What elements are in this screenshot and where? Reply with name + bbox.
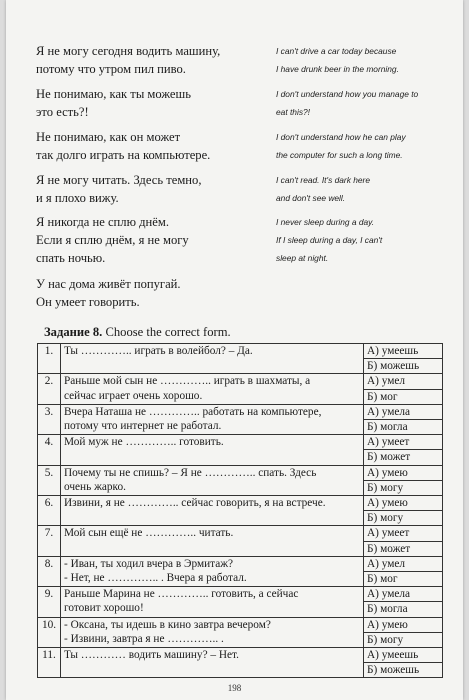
exercise-sentence [61,617,364,647]
text-line: Он умеет говорить. [36,295,140,309]
sentence-line: готовит хорошо! [64,602,144,615]
text-line: Не понимаю, как ты можешь [36,87,191,101]
text-line: Не понимаю, как он может [36,130,181,144]
option-a[interactable]: А) умеет [364,526,443,541]
text-line: If I sleep during a day, I can't [276,235,383,245]
text-line: I don't understand how he can play [276,132,406,142]
option-b[interactable]: Б) могу [364,632,443,647]
sentence-line: Ты ………….. играть в волейбол? – Да. [64,345,253,357]
exercise-sentence [61,435,364,465]
item-number: 10. [38,617,61,647]
item-number: 8. [38,556,61,586]
table-row [38,465,443,480]
exercise-sentence [61,404,364,434]
option-b[interactable]: Б) можешь [364,663,443,678]
sentence-line: Раньше мой сын не ………….. играть в шахматы, а [64,375,311,388]
exercise-sentence [61,587,364,617]
text-line: and don't see well. [276,193,346,203]
item-number: 5. [38,465,61,495]
item-number: 3. [38,404,61,434]
sentence-line: потому что интернет не работал. [64,420,222,433]
english-translation [276,85,446,121]
text-line: I have drunk beer in the morning. [276,64,399,74]
text-line: eat this?! [276,107,310,117]
option-b[interactable]: Б) мог [364,389,443,404]
option-a[interactable]: А) умеешь [364,648,443,663]
option-a[interactable]: А) умеешь [364,344,443,359]
table-row [38,526,443,541]
page-number: 198 [227,683,242,693]
english-translation [276,42,446,78]
option-a[interactable]: А) умел [364,374,443,389]
exercise-sentence [61,465,364,495]
exercise-sentence [61,556,364,586]
sentence-line: - Извини, завтра я не ………….. . [64,632,224,645]
exercise-sentence [61,344,364,374]
option-a[interactable]: А) умею [364,617,443,632]
option-b[interactable]: Б) можешь [364,359,443,374]
sentence-line: очень жарко. [64,480,126,493]
textbook-page [6,0,463,700]
sentence-line: Извини, я не ………….. сейчас говорить, я на встрече. [64,497,326,510]
option-b[interactable]: Б) могла [364,420,443,435]
table-row [38,344,443,359]
text-line: sleep at night. [276,253,329,263]
exercise-sentence [61,526,364,556]
russian-sentence [36,42,261,78]
item-number: 6. [38,496,61,526]
task-instruction: Choose the correct form. [102,325,231,339]
text-line: Я не могу читать. Здесь темно, [36,173,202,187]
sentence-line: - Нет, не ………….. . Вчера я работал. [64,572,247,585]
text-line: У нас дома живёт попугай. [36,277,181,291]
table-row [38,556,443,571]
sentence-line: - Оксана, ты идешь в кино завтра вечером? [64,618,271,631]
text-line: это есть?! [36,105,89,119]
russian-sentence [36,85,261,121]
english-translation [276,128,446,164]
option-a[interactable]: А) умею [364,496,443,511]
russian-sentence [36,275,261,311]
sentence-line: Ты ………… водить машину? – Нет. [64,649,239,662]
item-number: 1. [38,344,61,374]
sentence-line: Мой муж не ………….. готовить. [64,436,224,449]
text-line: спать ночью. [36,251,106,265]
option-b[interactable]: Б) могла [364,602,443,617]
table-row [38,404,443,419]
sentence-line: Мой сын ещё не ………….. читать. [64,527,234,540]
item-number: 2. [38,374,61,404]
exercise-sentence [61,648,364,678]
item-number: 4. [38,435,61,465]
text-line: и я плохо вижу. [36,191,119,205]
text-line: так долго играть на компьютере. [36,148,211,162]
sentence-line: Раньше Марина не ………….. готовить, а сейчас [64,588,299,601]
table-row [38,496,443,511]
option-b[interactable]: Б) могу [364,480,443,495]
russian-sentence [36,128,261,164]
option-b[interactable]: Б) может [364,450,443,465]
option-b[interactable]: Б) мог [364,572,443,587]
option-b[interactable]: Б) может [364,541,443,556]
russian-sentence [36,171,261,207]
text-line: Если я сплю днём, я не могу [36,233,189,247]
table-row [38,648,443,663]
text-line: I never sleep during a day. [276,217,375,227]
item-number: 7. [38,526,61,556]
option-a[interactable]: А) умел [364,556,443,571]
option-a[interactable]: А) умеет [364,435,443,450]
text-line: Я не могу сегодня водить машину, [36,44,221,58]
exercise-table [37,343,443,678]
text-line: потому что утром пил пиво. [36,62,186,76]
option-b[interactable]: Б) могу [364,511,443,526]
table-row [38,587,443,602]
task-label: Задание 8. [44,325,103,339]
item-number: 9. [38,587,61,617]
task-heading [44,325,231,340]
option-a[interactable]: А) умела [364,587,443,602]
exercise-sentence [61,496,364,526]
sentence-line: Почему ты не спишь? – Я не ………….. спать. Здесь [64,466,317,479]
russian-sentence [36,213,261,267]
sentence-line: сейчас играет очень хорошо. [64,389,203,402]
table-row [38,374,443,389]
item-number: 11. [38,648,61,678]
text-line: I can't read. It's dark here [276,175,370,185]
english-translation [276,213,446,267]
table-row [38,435,443,450]
sentence-line: Вчера Наташа не ………….. работать на компьютере, [64,405,322,418]
option-a[interactable]: А) умела [364,404,443,419]
sentence-line: - Иван, ты ходил вчера в Эрмитаж? [64,557,234,570]
text-line: the computer for such a long time. [276,150,403,160]
text-line: I can't drive a car today because [276,46,397,56]
text-line: I don't understand how you manage to [276,89,419,99]
exercise-sentence [61,374,364,404]
english-translation [276,171,446,207]
text-line: Я никогда не сплю днём. [36,215,169,229]
option-a[interactable]: А) умею [364,465,443,480]
table-row [38,617,443,632]
